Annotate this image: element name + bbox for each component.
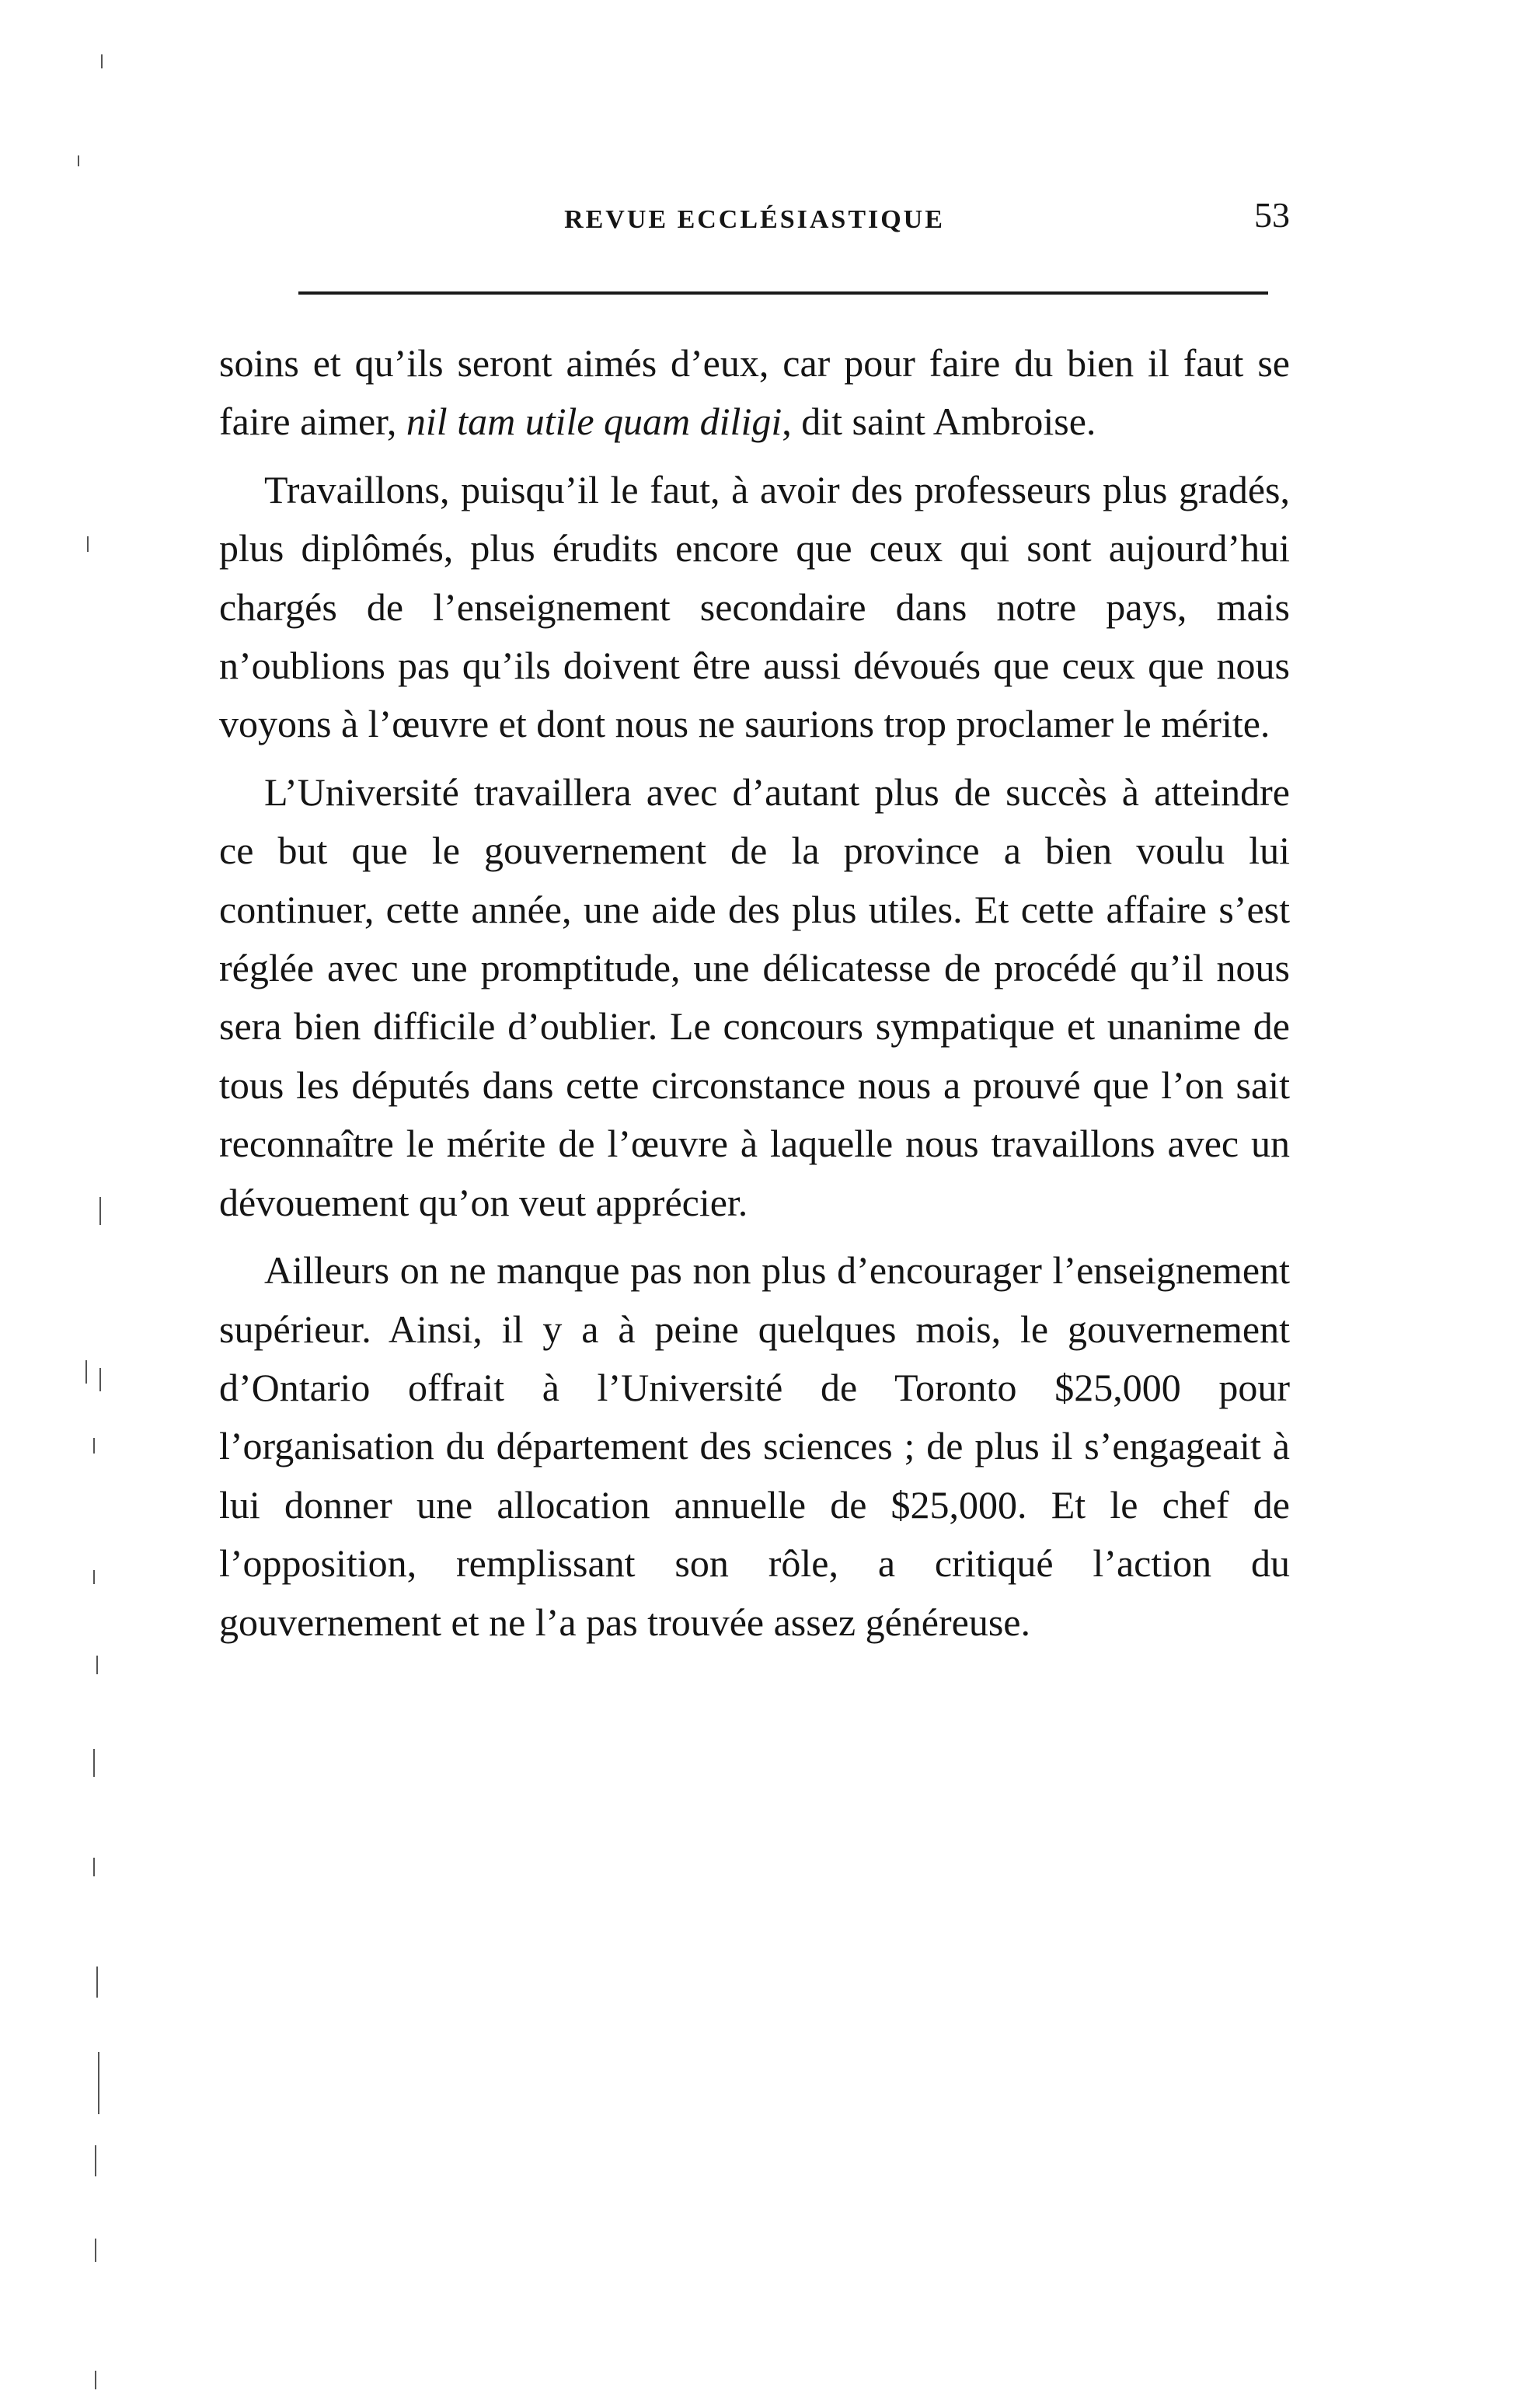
paragraph <box>219 334 1290 452</box>
scan-mark <box>95 2145 96 2176</box>
scan-mark <box>93 1570 95 1584</box>
scan-mark <box>99 1197 101 1225</box>
scan-mark <box>98 2052 99 2114</box>
scan-mark <box>101 54 103 68</box>
scan-mark <box>95 2239 96 2262</box>
paragraph: L’Université travaillera avec d’autant plus de succès à atteindre ce but que le gouvernement de la province a bien voulu lui continuer, cette année, une aide des plus utiles. Et cette affaire s’est réglée avec une promptitude, une délicatesse de procédé qu’il nous sera bien difficile d’oublier. Le concours sympatique et unanime de tous les députés dans cette circonstance nous a prouvé que l’on sait reconnaître le mérite de l’œuvre à laquelle nous travaillons avec un dévouement qu’on veut apprécier. <box>219 770 1290 1224</box>
body-text <box>219 334 1290 1661</box>
scan-mark <box>96 1656 98 1674</box>
page-header <box>219 194 1290 241</box>
page-number: 53 <box>1254 195 1290 235</box>
scan-mark <box>95 2371 96 2389</box>
latin-quotation: nil tam utile quam diligi <box>406 400 782 444</box>
paragraph: Travaillons, puisqu’il le faut, à avoir des professeurs plus gradés, plus diplômés, plus érudits encore que ceux qui sont aujourd’hui chargés de l’enseignement secondaire dans notre pays, mais n’oublions pas qu’ils doivent être aussi dévoués que ceux que nous voyons à l’œuvre et dont nous ne saurions trop proclamer le mérite. <box>219 467 1290 746</box>
scan-mark <box>85 1360 87 1384</box>
scan-mark <box>99 1368 101 1391</box>
header-rule <box>298 291 1268 295</box>
scan-mark <box>93 1858 95 1876</box>
paragraph-text: soins et qu’ils seront aimés d’eux, car pour faire du bien il faut se faire aimer, <box>219 341 1290 444</box>
running-title: REVUE ECCLÉSIASTIQUE <box>564 205 945 234</box>
scan-mark <box>93 1749 95 1777</box>
scan-mark <box>78 155 79 166</box>
margin-scan-marks <box>70 0 117 2408</box>
paragraph-text: , dit saint Ambroise. <box>782 400 1096 444</box>
scan-mark <box>96 1967 98 1998</box>
scan-mark <box>87 536 89 552</box>
paragraph: Ailleurs on ne manque pas non plus d’encourager l’enseignement supérieur. Ainsi, il y a à peine quelques mois, le gouvernement d’Ontario offrait à l’Université de Toronto $25,000 pour l’organisation du département des sciences ; de plus il s’engageait à lui donner une allocation annuelle de $25,000. Et le chef de l’opposition, remplissant son rôle, a critiqué l’action du gouvernement et ne l’a pas trouvée assez généreuse. <box>219 1248 1290 1644</box>
scan-mark <box>93 1438 95 1454</box>
